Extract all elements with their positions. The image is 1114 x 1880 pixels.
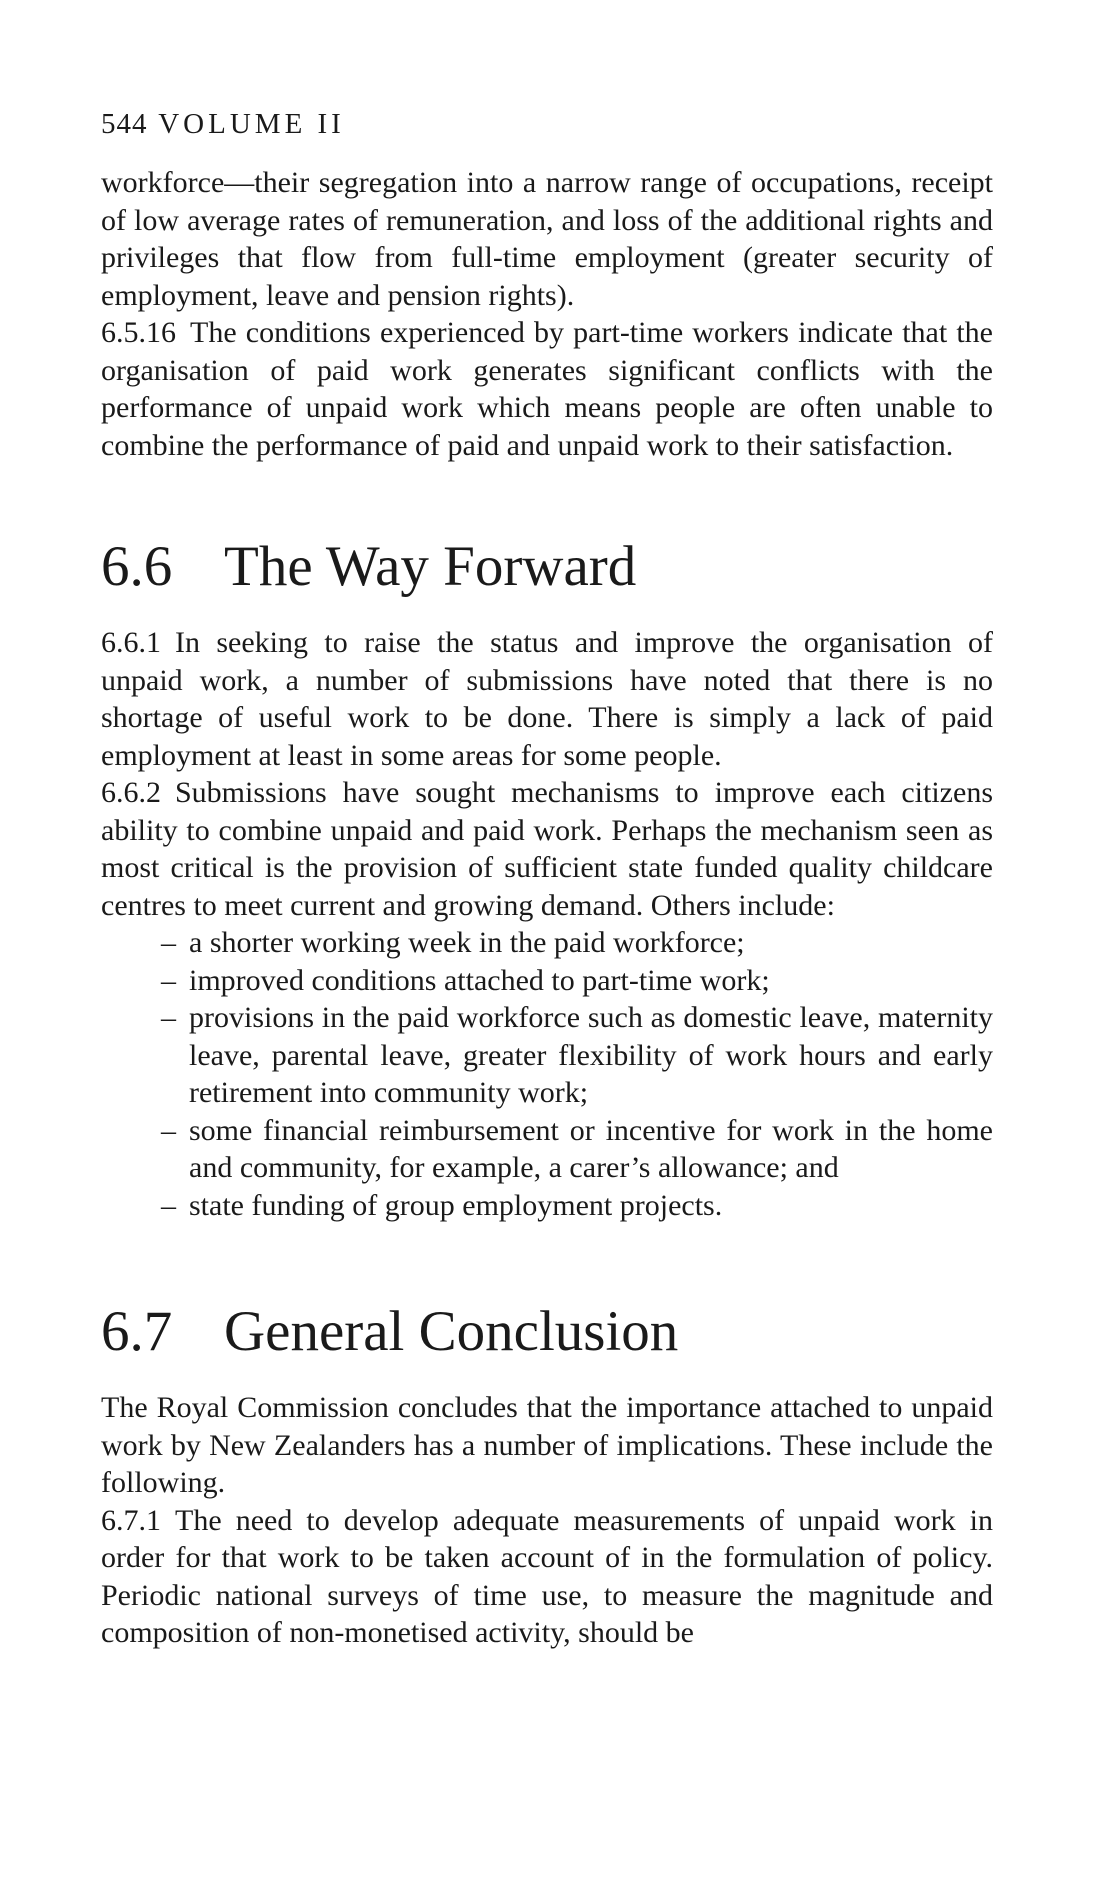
- dash-bullet: –: [161, 963, 176, 997]
- paragraph-6-6-1: [101, 624, 993, 774]
- section-heading-6-6: [101, 534, 993, 600]
- paragraph-6-6-2: [101, 774, 993, 924]
- section-heading-6-7: [101, 1299, 993, 1365]
- list-item-text: some financial reimbursement or incentive for work in the home and community, for example, a carer’s allowance; and: [189, 1113, 993, 1184]
- list-item: [161, 962, 993, 1000]
- list-item-text: a shorter working week in the paid workforce;: [189, 926, 745, 959]
- list-item-text: provisions in the paid workforce such as domestic leave, maternity leave, parental leave, greater flexibility of work hours and early retirement into community work;: [189, 1001, 993, 1109]
- section-title: The Way Forward: [224, 535, 637, 598]
- list-item-text: state funding of group employment projects.: [189, 1188, 723, 1222]
- dash-bullet: –: [161, 926, 176, 959]
- paragraph-text: The need to develop adequate measurements of unpaid work in order for that work to be taken account of in the formulation of policy. Periodic national surveys of time use, to measure the magnitude and composition of non-monetised activity, should be: [101, 1503, 993, 1649]
- list-item: [161, 999, 993, 1112]
- paragraph-text: The conditions experienced by part-time workers indicate that the organisation of paid work generates significant conflicts with the performance of unpaid work which means people are often unable to combine the performance of paid and unpaid work to their satisfaction.: [101, 316, 993, 462]
- list-item-text: improved conditions attached to part-time work;: [189, 963, 770, 997]
- mechanisms-list: [101, 924, 993, 1224]
- document-page: [101, 106, 993, 1652]
- list-item: [161, 1112, 993, 1187]
- running-head: [101, 106, 993, 142]
- section-number: 6.6: [101, 535, 173, 598]
- paragraph-number: 6.5.16: [101, 316, 176, 349]
- dash-bullet: –: [161, 1113, 176, 1147]
- section-title: General Conclusion: [224, 1300, 679, 1363]
- page-number: 544: [101, 108, 148, 140]
- list-item: [161, 924, 993, 962]
- paragraph-6-7-1: [101, 1502, 993, 1652]
- section-intro-paragraph: The Royal Commission concludes that the importance attached to unpaid work by New Zealanders has a number of implications. These include the following.: [101, 1391, 993, 1499]
- paragraph-text: Submissions have sought mechanisms to improve each citizens ability to combine unpaid and paid work. Perhaps the mechanism seen as most critical is the provision of sufficient state funded quality childcare centres to meet current and growing demand. Others include:: [101, 776, 993, 922]
- list-item: [161, 1187, 993, 1225]
- paragraph-number: 6.7.1: [101, 1503, 161, 1537]
- paragraph-text: In seeking to raise the status and improve the organisation of unpaid work, a number of submissions have noted that there is no shortage of useful work to be done. There is simply a lack of paid employment at least in some areas for some people.: [101, 626, 993, 772]
- paragraph-number: 6.6.2: [101, 776, 161, 809]
- dash-bullet: –: [161, 1188, 176, 1222]
- dash-bullet: –: [161, 1001, 176, 1034]
- paragraph-6-5-16: [101, 314, 993, 464]
- continuation-paragraph: workforce—their segregation into a narrow range of occupations, receipt of low average rates of remuneration, and loss of the additional rights and privileges that flow from full-time employment (greater security of employment, leave and pension rights).: [101, 166, 993, 312]
- volume-label: VOLUME II: [158, 108, 345, 140]
- paragraph-number: 6.6.1: [101, 626, 161, 659]
- section-number: 6.7: [101, 1300, 173, 1363]
